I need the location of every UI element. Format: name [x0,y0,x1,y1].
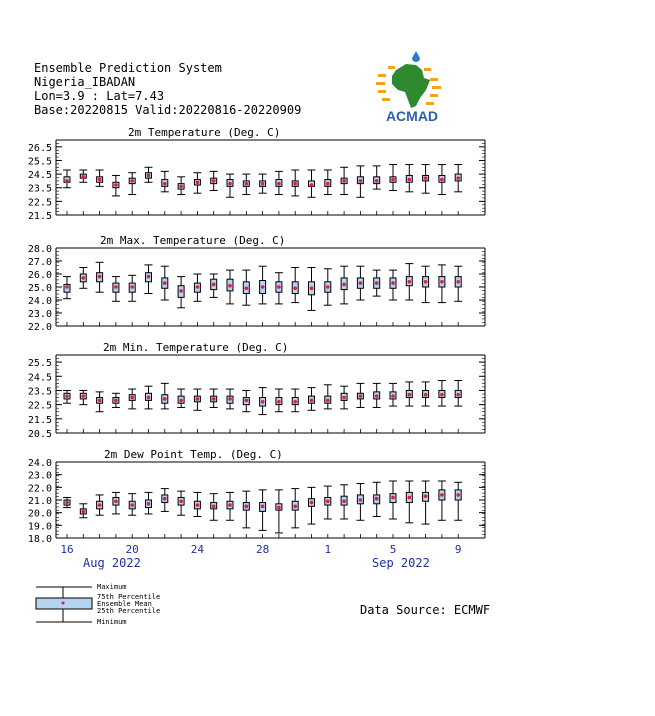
mean-marker [310,399,314,403]
mean-marker [147,502,151,506]
box-day-22 [405,264,413,300]
box-day-12 [242,174,250,194]
box-day-10 [210,494,218,521]
month-label-aug: Aug 2022 [83,556,141,570]
box-day-3 [96,392,104,412]
box-day-10 [210,171,218,190]
x-tick-label: 5 [389,543,397,556]
mean-marker [228,503,232,507]
mean-marker [408,178,412,182]
box-day-19 [356,484,364,521]
y-tick-label: 19.0 [27,521,52,533]
box-day-14 [275,171,283,194]
mean-marker [245,287,249,291]
mean-marker [196,180,200,184]
x-tick-label: 20 [125,543,139,556]
box-day-15 [291,389,299,412]
x-tick-label: 28 [255,543,270,556]
mean-marker [245,399,249,403]
y-tick-label: 26.5 [27,142,52,154]
mean-marker [179,499,183,503]
mean-marker [408,496,412,500]
mean-marker [82,175,86,179]
box-day-23 [422,165,430,194]
mean-marker [65,285,69,289]
y-tick-label: 22.5 [27,197,52,209]
mean-marker [310,183,314,187]
box-day-4 [112,175,120,195]
box-day-18 [340,167,348,194]
mean-marker [293,287,297,291]
mean-marker [212,505,216,509]
y-tick-label: 21.5 [27,211,52,222]
box-day-10 [210,389,218,407]
mean-marker [375,179,379,183]
box-day-9 [193,492,201,516]
x-tick-label: 1 [324,543,332,556]
mean-marker [375,497,379,501]
box-day-24 [438,165,446,195]
mean-marker [424,176,428,180]
mean-marker [277,182,281,186]
box-day-23 [422,382,430,406]
mean-marker [440,280,444,284]
y-tick-label: 24.0 [27,296,52,307]
mean-marker [196,397,200,401]
legend-min: Minimum [97,618,127,626]
box-day-1 [63,277,71,299]
box-day-13 [259,490,267,531]
box-day-2 [79,268,87,289]
mean-marker [408,393,412,397]
mean-marker [359,281,363,285]
mean-marker [130,285,134,289]
panel-title: 2m Max. Temperature (Deg. C) [100,234,286,247]
box-day-22 [405,481,413,523]
box-day-13 [259,266,267,304]
mean-marker [456,393,460,397]
box-day-6 [145,492,153,514]
mean-marker [228,182,232,186]
box-day-2 [79,504,87,518]
box-day-20 [373,166,381,189]
mean-marker [440,393,444,397]
mean-marker [147,396,151,400]
mean-marker [130,396,134,400]
month-label-sep: Sep 2022 [372,556,430,570]
mean-marker [440,493,444,497]
box-day-20 [373,383,381,407]
mean-marker [65,501,69,505]
box-day-24 [438,265,446,303]
y-tick-label: 21.0 [27,496,52,507]
mean-marker [228,284,232,288]
y-tick-label: 28.0 [27,244,52,255]
box-day-23 [422,266,430,302]
y-tick-label: 22.0 [27,322,52,333]
x-tick-label: 16 [60,543,74,556]
box-day-25 [454,165,462,192]
box-day-10 [210,274,218,297]
mean-marker [456,493,460,497]
box-day-13 [259,388,267,415]
mean-marker [424,494,428,498]
y-tick-label: 22.5 [27,400,52,412]
y-tick-label: 23.0 [27,470,52,482]
y-tick-label: 27.0 [27,257,52,268]
y-tick-label: 22.0 [27,483,52,495]
mean-marker [179,185,183,189]
box-day-17 [324,385,332,409]
mean-marker [424,393,428,397]
box-day-22 [405,382,413,406]
box-day-14 [275,490,283,533]
box-day-8 [177,177,185,195]
mean-marker [114,183,118,187]
y-tick-label: 20.0 [27,508,52,520]
box-day-1 [63,497,71,507]
mean-marker [293,182,297,186]
box-day-11 [226,492,234,520]
box-day-2 [79,170,87,182]
header-location: Nigeria_IBADAN [34,75,136,89]
y-tick-label: 26.0 [27,270,52,281]
mean-marker [147,275,151,279]
mean-marker [342,396,346,400]
box-day-15 [291,170,299,196]
header-coordinates: Lon=3.9 : Lat=7.43 [34,89,165,103]
box-day-5 [128,494,136,516]
mean-marker [228,397,232,401]
box-day-7 [161,489,169,512]
box-day-14 [275,389,283,412]
box-day-15 [291,268,299,303]
box-day-20 [373,270,381,296]
box-day-8 [177,491,185,515]
mean-marker [82,394,86,398]
mean-marker [261,505,265,509]
x-tick-label: 9 [454,543,462,556]
mean-marker [98,178,102,182]
box-day-17 [324,170,332,195]
mean-marker [163,497,167,501]
header-system: Ensemble Prediction System [34,61,222,75]
box-day-23 [422,481,430,524]
box-day-5 [128,173,136,195]
box-day-5 [128,275,136,301]
box-day-4 [112,277,120,302]
mean-marker [179,399,183,403]
mean-marker [310,501,314,505]
box-day-21 [389,270,397,300]
box-day-16 [308,170,316,197]
mean-marker [65,394,69,398]
mean-marker [163,397,167,401]
box-day-9 [193,173,201,193]
box-day-17 [324,269,332,305]
box-day-12 [242,491,250,528]
box-day-11 [226,389,234,409]
box-day-5 [128,389,136,409]
mean-marker [98,503,102,507]
mean-marker [408,280,412,284]
box-day-6 [145,386,153,409]
box-day-25 [454,266,462,301]
mean-marker [456,280,460,284]
mean-marker [196,285,200,289]
panel-title: 2m Temperature (Deg. C) [128,126,281,139]
mean-marker [261,400,265,404]
mean-marker [326,285,330,289]
logo-text: ACMAD [385,108,439,124]
mean-marker [130,503,134,507]
legend [36,583,160,626]
box-day-21 [389,481,397,519]
box-day-19 [356,266,364,300]
mean-marker [261,182,265,186]
mean-marker [342,283,346,287]
panel-3 [28,341,485,440]
box-day-9 [193,274,201,301]
y-tick-label: 23.5 [27,386,52,398]
mean-marker [163,182,167,186]
panel-title: 2m Dew Point Temp. (Deg. C) [104,448,283,461]
mean-marker [98,399,102,403]
box-day-20 [373,482,381,516]
data-source: Data Source: ECMWF [360,603,491,617]
y-tick-label: 25.5 [27,156,52,168]
y-tick-label: 23.0 [27,309,52,320]
mean-marker [261,285,265,289]
mean-marker [359,179,363,183]
mean-marker [179,289,183,293]
legend-mean: Ensemble Mean [97,600,152,608]
mean-marker [277,400,281,404]
mean-marker [212,397,216,401]
mean-marker [196,503,200,507]
box-day-12 [242,270,250,305]
box-day-16 [308,388,316,411]
box-day-11 [226,270,234,304]
y-tick-label: 18.0 [27,534,52,545]
box-day-13 [259,174,267,193]
mean-marker [163,281,167,285]
box-day-25 [454,482,462,520]
mean-marker [114,399,118,403]
mean-marker [277,285,281,289]
box-day-7 [161,266,169,300]
mean-marker [391,281,395,285]
box-day-21 [389,383,397,406]
mean-marker [212,283,216,287]
mean-marker [342,499,346,503]
mean-marker [245,505,249,509]
box-day-18 [340,485,348,519]
mean-marker [391,496,395,500]
mean-marker [65,179,69,183]
box-day-24 [438,481,446,520]
mean-marker [326,499,330,503]
box-day-18 [340,386,348,409]
mean-marker [310,287,314,291]
mean-marker [326,399,330,403]
mean-marker [359,394,363,398]
box-day-1 [63,390,71,403]
box-day-8 [177,277,185,308]
mean-marker [293,400,297,404]
y-tick-label: 24.5 [27,170,52,182]
panel-1 [28,126,485,222]
mean-marker [440,178,444,182]
y-tick-label: 20.5 [27,429,52,440]
y-tick-label: 24.5 [27,372,52,384]
box-day-19 [356,166,364,197]
x-tick-label: 24 [190,543,205,556]
box-day-7 [161,171,169,191]
mean-marker [130,179,134,183]
box-day-17 [324,486,332,519]
mean-marker [293,505,297,509]
box-day-8 [177,389,185,407]
legend-max: Maximum [97,583,127,591]
box-day-7 [161,383,169,409]
y-tick-label: 25.0 [27,283,52,294]
panel-2 [28,234,485,333]
panel-title: 2m Min. Temperature (Deg. C) [103,341,289,354]
mean-marker [212,179,216,183]
mean-marker [375,281,379,285]
box-day-14 [275,273,283,304]
box-day-15 [291,489,299,528]
box-day-12 [242,390,250,411]
mean-marker [326,182,330,186]
mean-marker [456,176,460,180]
box-day-21 [389,165,397,191]
mean-marker [277,506,281,510]
y-tick-label: 23.5 [27,183,52,195]
box-day-3 [96,262,104,292]
legend-p75: 75th Percentile [97,593,161,601]
mean-marker [147,174,151,178]
mean-marker [82,510,86,514]
mean-marker [375,394,379,398]
box-day-6 [145,167,153,182]
mean-marker [342,179,346,183]
box-day-4 [112,492,120,514]
box-day-3 [96,495,104,515]
box-day-19 [356,383,364,407]
y-tick-label: 21.5 [27,414,52,426]
header-base-valid: Base:20220815 Valid:20220816-20220909 [34,103,302,117]
box-day-25 [454,381,462,407]
box-day-1 [63,170,71,188]
box-day-3 [96,170,104,186]
box-day-24 [438,381,446,407]
box-day-2 [79,390,87,404]
mean-marker [391,394,395,398]
mean-marker [114,499,118,503]
box-day-18 [340,266,348,304]
y-tick-label: 24.0 [27,458,52,469]
box-day-16 [308,268,316,311]
mean-marker [114,285,118,289]
mean-marker [82,276,86,280]
box-day-4 [112,393,120,407]
mean-marker [359,498,363,502]
box-day-9 [193,389,201,410]
box-day-6 [145,265,153,294]
mean-marker [245,182,249,186]
box-day-16 [308,487,316,524]
y-tick-label: 25.5 [27,358,52,370]
mean-marker [391,178,395,182]
mean-marker [98,275,102,279]
panel-4 [28,448,485,545]
box-day-11 [226,174,234,197]
mean-marker [424,280,428,284]
box-day-22 [405,165,413,192]
legend-p25: 25th Percentile [97,607,161,615]
